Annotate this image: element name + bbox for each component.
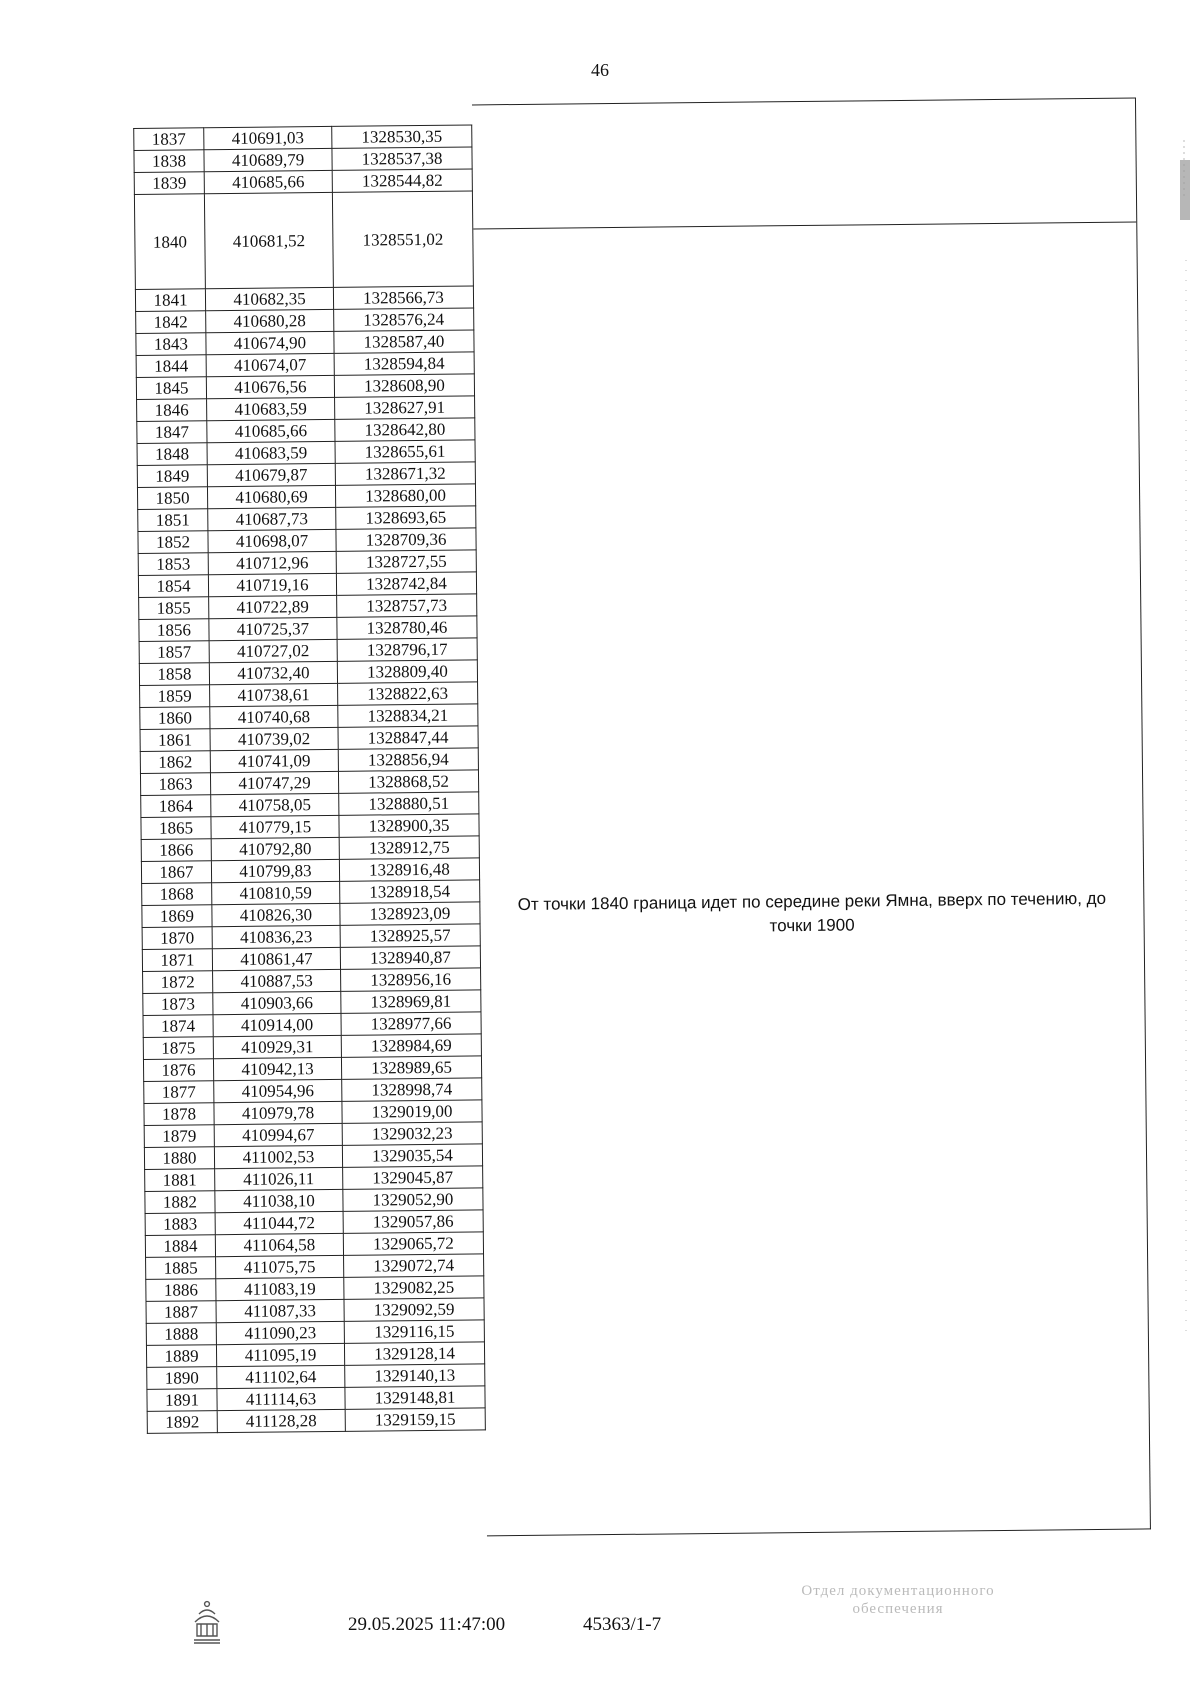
point-number-cell: 1860 [140,707,210,730]
y-coordinate-cell: 1328680,00 [335,484,475,507]
boundary-description: От точки 1840 граница идет по середине реки Ямна, вверх по течению, до точки 1900 [517,888,1107,936]
y-coordinate-cell: 1329159,15 [345,1408,485,1431]
x-coordinate-cell: 410799,83 [211,859,339,882]
point-number-cell: 1871 [142,949,212,972]
x-coordinate-cell: 410689,79 [204,148,332,171]
table-row [144,1078,482,1104]
x-coordinate-cell: 411087,33 [216,1299,344,1322]
y-coordinate-cell: 1328780,46 [337,616,477,639]
y-coordinate-cell: 1328940,87 [340,946,480,969]
x-coordinate-cell: 410691,03 [204,126,332,149]
x-coordinate-cell: 410903,66 [213,991,341,1014]
description-cell [472,97,1151,1536]
x-coordinate-cell: 410712,96 [208,551,336,574]
y-coordinate-cell: 1328912,75 [339,836,479,859]
coordinates-table-body [134,125,486,1433]
table-row [140,682,478,708]
y-coordinate-cell: 1328984,69 [341,1034,481,1057]
point-number-cell: 1843 [136,333,206,356]
x-coordinate-cell: 410682,35 [205,287,333,310]
point-number-cell: 1851 [138,509,208,532]
y-coordinate-cell: 1328757,73 [337,594,477,617]
emblem-logo [188,1600,226,1646]
table-row [143,1012,481,1038]
x-coordinate-cell: 410979,78 [214,1101,342,1124]
y-coordinate-cell: 1328834,21 [338,704,478,727]
y-coordinate-cell: 1328587,40 [334,330,474,353]
x-coordinate-cell: 410732,40 [209,661,337,684]
point-number-cell: 1880 [144,1147,214,1170]
point-number-cell: 1838 [134,150,204,173]
table-row [134,191,473,290]
table-row [140,726,478,752]
table-row [147,1364,485,1390]
y-coordinate-cell: 1329057,86 [343,1210,483,1233]
department-stamp [748,1582,1048,1618]
table-row [143,968,481,994]
point-number-cell: 1866 [141,839,211,862]
point-number-cell: 1887 [146,1301,216,1324]
table-row [138,528,476,554]
table-row [143,1056,481,1082]
point-number-cell: 1889 [146,1345,216,1368]
y-coordinate-cell: 1328727,55 [336,550,476,573]
point-number-cell: 1846 [137,399,207,422]
table-row [141,858,479,884]
point-number-cell: 1857 [139,641,209,664]
y-coordinate-cell: 1328923,09 [340,902,480,925]
x-coordinate-cell: 411114,63 [217,1387,345,1410]
y-coordinate-cell: 1329082,25 [344,1276,484,1299]
point-number-cell: 1888 [146,1323,216,1346]
point-number-cell: 1840 [134,194,205,290]
x-coordinate-cell: 410994,67 [214,1123,342,1146]
stamp-line-2: обеспечения [852,1601,944,1617]
x-coordinate-cell: 411102,64 [217,1365,345,1388]
y-coordinate-cell: 1329128,14 [344,1342,484,1365]
y-coordinate-cell: 1328671,32 [335,462,475,485]
point-number-cell: 1873 [143,993,213,1016]
point-number-cell: 1844 [136,355,206,378]
y-coordinate-cell: 1328989,65 [341,1056,481,1079]
table-row [136,374,474,400]
point-number-cell: 1861 [140,729,210,752]
coordinates-sheet [133,98,1150,1540]
point-number-cell: 1845 [136,377,206,400]
point-number-cell: 1854 [138,575,208,598]
table-row [144,1144,482,1170]
x-coordinate-cell: 410942,13 [213,1057,341,1080]
table-row [146,1276,484,1302]
x-coordinate-cell: 410725,37 [209,617,337,640]
table-row [137,462,475,488]
point-number-cell: 1876 [143,1059,213,1082]
point-number-cell: 1849 [137,465,207,488]
point-number-cell: 1848 [137,443,207,466]
x-coordinate-cell: 411075,75 [216,1255,344,1278]
table-row [134,147,472,173]
table-row [147,1408,485,1434]
x-coordinate-cell: 411044,72 [215,1211,343,1234]
y-coordinate-cell: 1328969,81 [341,990,481,1013]
point-number-cell: 1883 [145,1213,215,1236]
y-coordinate-cell: 1328642,80 [335,418,475,441]
y-coordinate-cell: 1328709,36 [336,528,476,551]
table-row [139,616,477,642]
x-coordinate-cell: 410792,80 [211,837,339,860]
table-row [145,1166,483,1192]
page-number: 46 [591,60,609,80]
point-number-cell: 1875 [143,1037,213,1060]
x-coordinate-cell: 410727,02 [209,639,337,662]
point-number-cell: 1870 [142,927,212,950]
y-coordinate-cell: 1328530,35 [332,125,472,148]
y-coordinate-cell: 1328742,84 [336,572,476,595]
y-coordinate-cell: 1328856,94 [338,748,478,771]
x-coordinate-cell: 411095,19 [216,1343,344,1366]
x-coordinate-cell: 410861,47 [212,947,340,970]
table-row [139,660,477,686]
x-coordinate-cell: 410683,59 [207,441,335,464]
x-coordinate-cell: 410779,15 [211,815,339,838]
point-number-cell: 1879 [144,1125,214,1148]
point-number-cell: 1847 [137,421,207,444]
table-row [143,1034,481,1060]
x-coordinate-cell: 410680,69 [207,485,335,508]
y-coordinate-cell: 1328627,91 [335,396,475,419]
point-number-cell: 1856 [139,619,209,642]
x-coordinate-cell: 410741,09 [210,749,338,772]
table-row [139,594,477,620]
point-number-cell: 1855 [139,597,209,620]
x-coordinate-cell: 410679,87 [207,463,335,486]
y-coordinate-cell: 1328925,57 [340,924,480,947]
table-row [142,880,480,906]
x-coordinate-cell: 410674,07 [206,353,334,376]
point-number-cell: 1874 [143,1015,213,1038]
table-row [136,330,474,356]
x-coordinate-cell: 411026,11 [215,1167,343,1190]
table-row [141,792,479,818]
table-row [136,352,474,378]
x-coordinate-cell: 411090,23 [216,1321,344,1344]
table-row [137,418,475,444]
point-number-cell: 1842 [136,311,206,334]
x-coordinate-cell: 410929,31 [213,1035,341,1058]
table-row [140,704,478,730]
x-coordinate-cell: 410740,68 [210,705,338,728]
x-coordinate-cell: 410683,59 [207,397,335,420]
y-coordinate-cell: 1328544,82 [332,169,472,192]
point-number-cell: 1850 [137,487,207,510]
y-coordinate-cell: 1329092,59 [344,1298,484,1321]
y-coordinate-cell: 1329072,74 [344,1254,484,1277]
point-number-cell: 1863 [140,773,210,796]
x-coordinate-cell: 410698,07 [208,529,336,552]
table-row [138,550,476,576]
y-coordinate-cell: 1328608,90 [334,374,474,397]
table-row [140,748,478,774]
x-coordinate-cell: 410826,30 [212,903,340,926]
point-number-cell: 1853 [138,553,208,576]
x-coordinate-cell: 410758,05 [211,793,339,816]
point-number-cell: 1859 [140,685,210,708]
y-coordinate-cell: 1328956,16 [341,968,481,991]
point-number-cell: 1865 [141,817,211,840]
y-coordinate-cell: 1329032,23 [342,1122,482,1145]
point-number-cell: 1864 [141,795,211,818]
y-coordinate-cell: 1328998,74 [342,1078,482,1101]
y-coordinate-cell: 1328693,65 [336,506,476,529]
x-coordinate-cell: 410739,02 [210,727,338,750]
x-coordinate-cell: 411128,28 [217,1409,345,1432]
y-coordinate-cell: 1329116,15 [344,1320,484,1343]
x-coordinate-cell: 410954,96 [214,1079,342,1102]
table-row [138,572,476,598]
table-row [146,1298,484,1324]
table-row [144,1100,482,1126]
coordinates-table [133,124,486,1433]
y-coordinate-cell: 1329140,13 [345,1364,485,1387]
table-row [141,814,479,840]
point-number-cell: 1839 [134,172,204,195]
y-coordinate-cell: 1328594,84 [334,352,474,375]
table-row [146,1342,484,1368]
table-row [147,1386,485,1412]
point-number-cell: 1878 [144,1103,214,1126]
y-coordinate-cell: 1328576,24 [334,308,474,331]
x-coordinate-cell: 410722,89 [209,595,337,618]
y-coordinate-cell: 1328847,44 [338,726,478,749]
point-number-cell: 1890 [147,1367,217,1390]
point-number-cell: 1852 [138,531,208,554]
x-coordinate-cell: 410810,59 [212,881,340,904]
table-row [142,902,480,928]
x-coordinate-cell: 411038,10 [215,1189,343,1212]
point-number-cell: 1892 [147,1411,217,1434]
x-coordinate-cell: 410836,23 [212,925,340,948]
y-coordinate-cell: 1329065,72 [343,1232,483,1255]
y-coordinate-cell: 1329045,87 [343,1166,483,1189]
y-coordinate-cell: 1328655,61 [335,440,475,463]
point-number-cell: 1872 [143,971,213,994]
x-coordinate-cell: 410747,29 [210,771,338,794]
y-coordinate-cell: 1328916,48 [339,858,479,881]
x-coordinate-cell: 410674,90 [206,331,334,354]
table-row [142,946,480,972]
x-coordinate-cell: 410738,61 [210,683,338,706]
x-coordinate-cell: 411002,53 [214,1145,342,1168]
table-row [146,1320,484,1346]
x-coordinate-cell: 411083,19 [216,1277,344,1300]
table-row [141,836,479,862]
table-row [146,1254,484,1280]
point-number-cell: 1841 [135,289,205,312]
table-row [135,286,473,312]
x-coordinate-cell: 410887,53 [213,969,341,992]
table-row [145,1188,483,1214]
y-coordinate-cell: 1328796,17 [337,638,477,661]
y-coordinate-cell: 1328551,02 [332,191,473,287]
footer-document-code: 45363/1-7 [583,1614,662,1635]
description-divider [473,222,1136,230]
point-number-cell: 1867 [141,861,211,884]
table-row [140,770,478,796]
table-row [143,990,481,1016]
y-coordinate-cell: 1328900,35 [339,814,479,837]
y-coordinate-cell: 1329035,54 [342,1144,482,1167]
table-row [142,924,480,950]
point-number-cell: 1891 [147,1389,217,1412]
point-number-cell: 1881 [145,1169,215,1192]
scan-edge-marks [1178,140,1192,1340]
y-coordinate-cell: 1328566,73 [333,286,473,309]
stamp-line-1: Отдел документационного [801,1583,995,1599]
x-coordinate-cell: 410685,66 [207,419,335,442]
point-number-cell: 1837 [134,128,204,151]
point-number-cell: 1869 [142,905,212,928]
point-number-cell: 1877 [144,1081,214,1104]
y-coordinate-cell: 1329148,81 [345,1386,485,1409]
table-row [134,169,472,195]
footer-datetime: 29.05.2025 11:47:00 [348,1614,506,1635]
point-number-cell: 1885 [146,1257,216,1280]
x-coordinate-cell: 410719,16 [208,573,336,596]
table-row [145,1232,483,1258]
x-coordinate-cell: 410914,00 [213,1013,341,1036]
y-coordinate-cell: 1328868,52 [338,770,478,793]
table-row [139,638,477,664]
y-coordinate-cell: 1328822,63 [338,682,478,705]
table-row [144,1122,482,1148]
x-coordinate-cell: 410685,66 [204,170,332,193]
table-row [138,506,476,532]
table-row [145,1210,483,1236]
y-coordinate-cell: 1328977,66 [341,1012,481,1035]
point-number-cell: 1884 [145,1235,215,1258]
point-number-cell: 1886 [146,1279,216,1302]
point-number-cell: 1882 [145,1191,215,1214]
y-coordinate-cell: 1329052,90 [343,1188,483,1211]
point-number-cell: 1862 [140,751,210,774]
point-number-cell: 1868 [142,883,212,906]
x-coordinate-cell: 410676,56 [206,375,334,398]
x-coordinate-cell: 410680,28 [206,309,334,332]
x-coordinate-cell: 411064,58 [215,1233,343,1256]
y-coordinate-cell: 1328880,51 [339,792,479,815]
y-coordinate-cell: 1328918,54 [340,880,480,903]
x-coordinate-cell: 410681,52 [204,192,333,288]
point-number-cell: 1858 [139,663,209,686]
y-coordinate-cell: 1329019,00 [342,1100,482,1123]
table-row [137,440,475,466]
x-coordinate-cell: 410687,73 [208,507,336,530]
table-row [134,125,472,151]
table-row [137,484,475,510]
y-coordinate-cell: 1328537,38 [332,147,472,170]
table-row [136,308,474,334]
table-row [137,396,475,422]
y-coordinate-cell: 1328809,40 [337,660,477,683]
